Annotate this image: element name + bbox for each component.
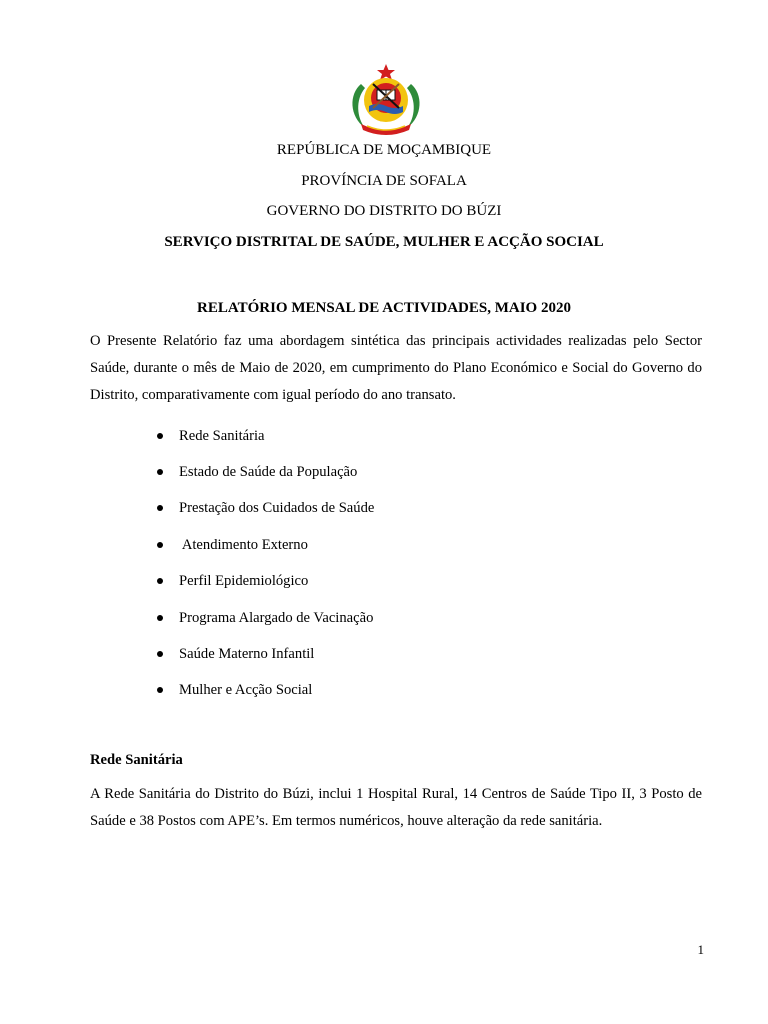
bullet-icon bbox=[157, 615, 163, 621]
bullet-icon bbox=[157, 505, 163, 511]
province-name: PROVÍNCIA DE SOFALA bbox=[301, 173, 467, 189]
intro-paragraph: O Presente Relatório faz uma abordagem sintética das principais actividades realizadas pelo Sector Saúde, durante o mês de Maio de 2020, em cumprimento do Plano Económico e Social do Governo do Distrito, comparativamente com igual período do ano transato. bbox=[90, 333, 702, 403]
bullet-icon bbox=[157, 687, 163, 693]
bullet-icon bbox=[157, 542, 163, 548]
bullet-icon bbox=[157, 651, 163, 657]
district-government: GOVERNO DO DISTRITO DO BÚZI bbox=[266, 203, 502, 219]
coat-of-arms-icon bbox=[343, 62, 429, 138]
bullet-icon bbox=[157, 578, 163, 584]
section-heading: Rede Sanitária bbox=[90, 752, 183, 768]
bullet-icon bbox=[157, 433, 163, 439]
page-number: 1 bbox=[697, 942, 704, 957]
bullet-icon bbox=[157, 469, 163, 475]
section-paragraph: A Rede Sanitária do Distrito do Búzi, inclui 1 Hospital Rural, 14 Centros de Saúde Tipo II, 3 Posto de Saúde e 38 Postos com APE’s. Em termos numéricos, houve alteração da rede sanitária. bbox=[90, 786, 702, 829]
country-name: REPÚBLICA DE MOÇAMBIQUE bbox=[276, 142, 492, 158]
service-name: SERVIÇO DISTRITAL DE SAÚDE, MULHER E ACÇÃO SOCIAL bbox=[164, 234, 604, 250]
report-title: RELATÓRIO MENSAL DE ACTIVIDADES, MAIO 2020 bbox=[197, 300, 571, 316]
